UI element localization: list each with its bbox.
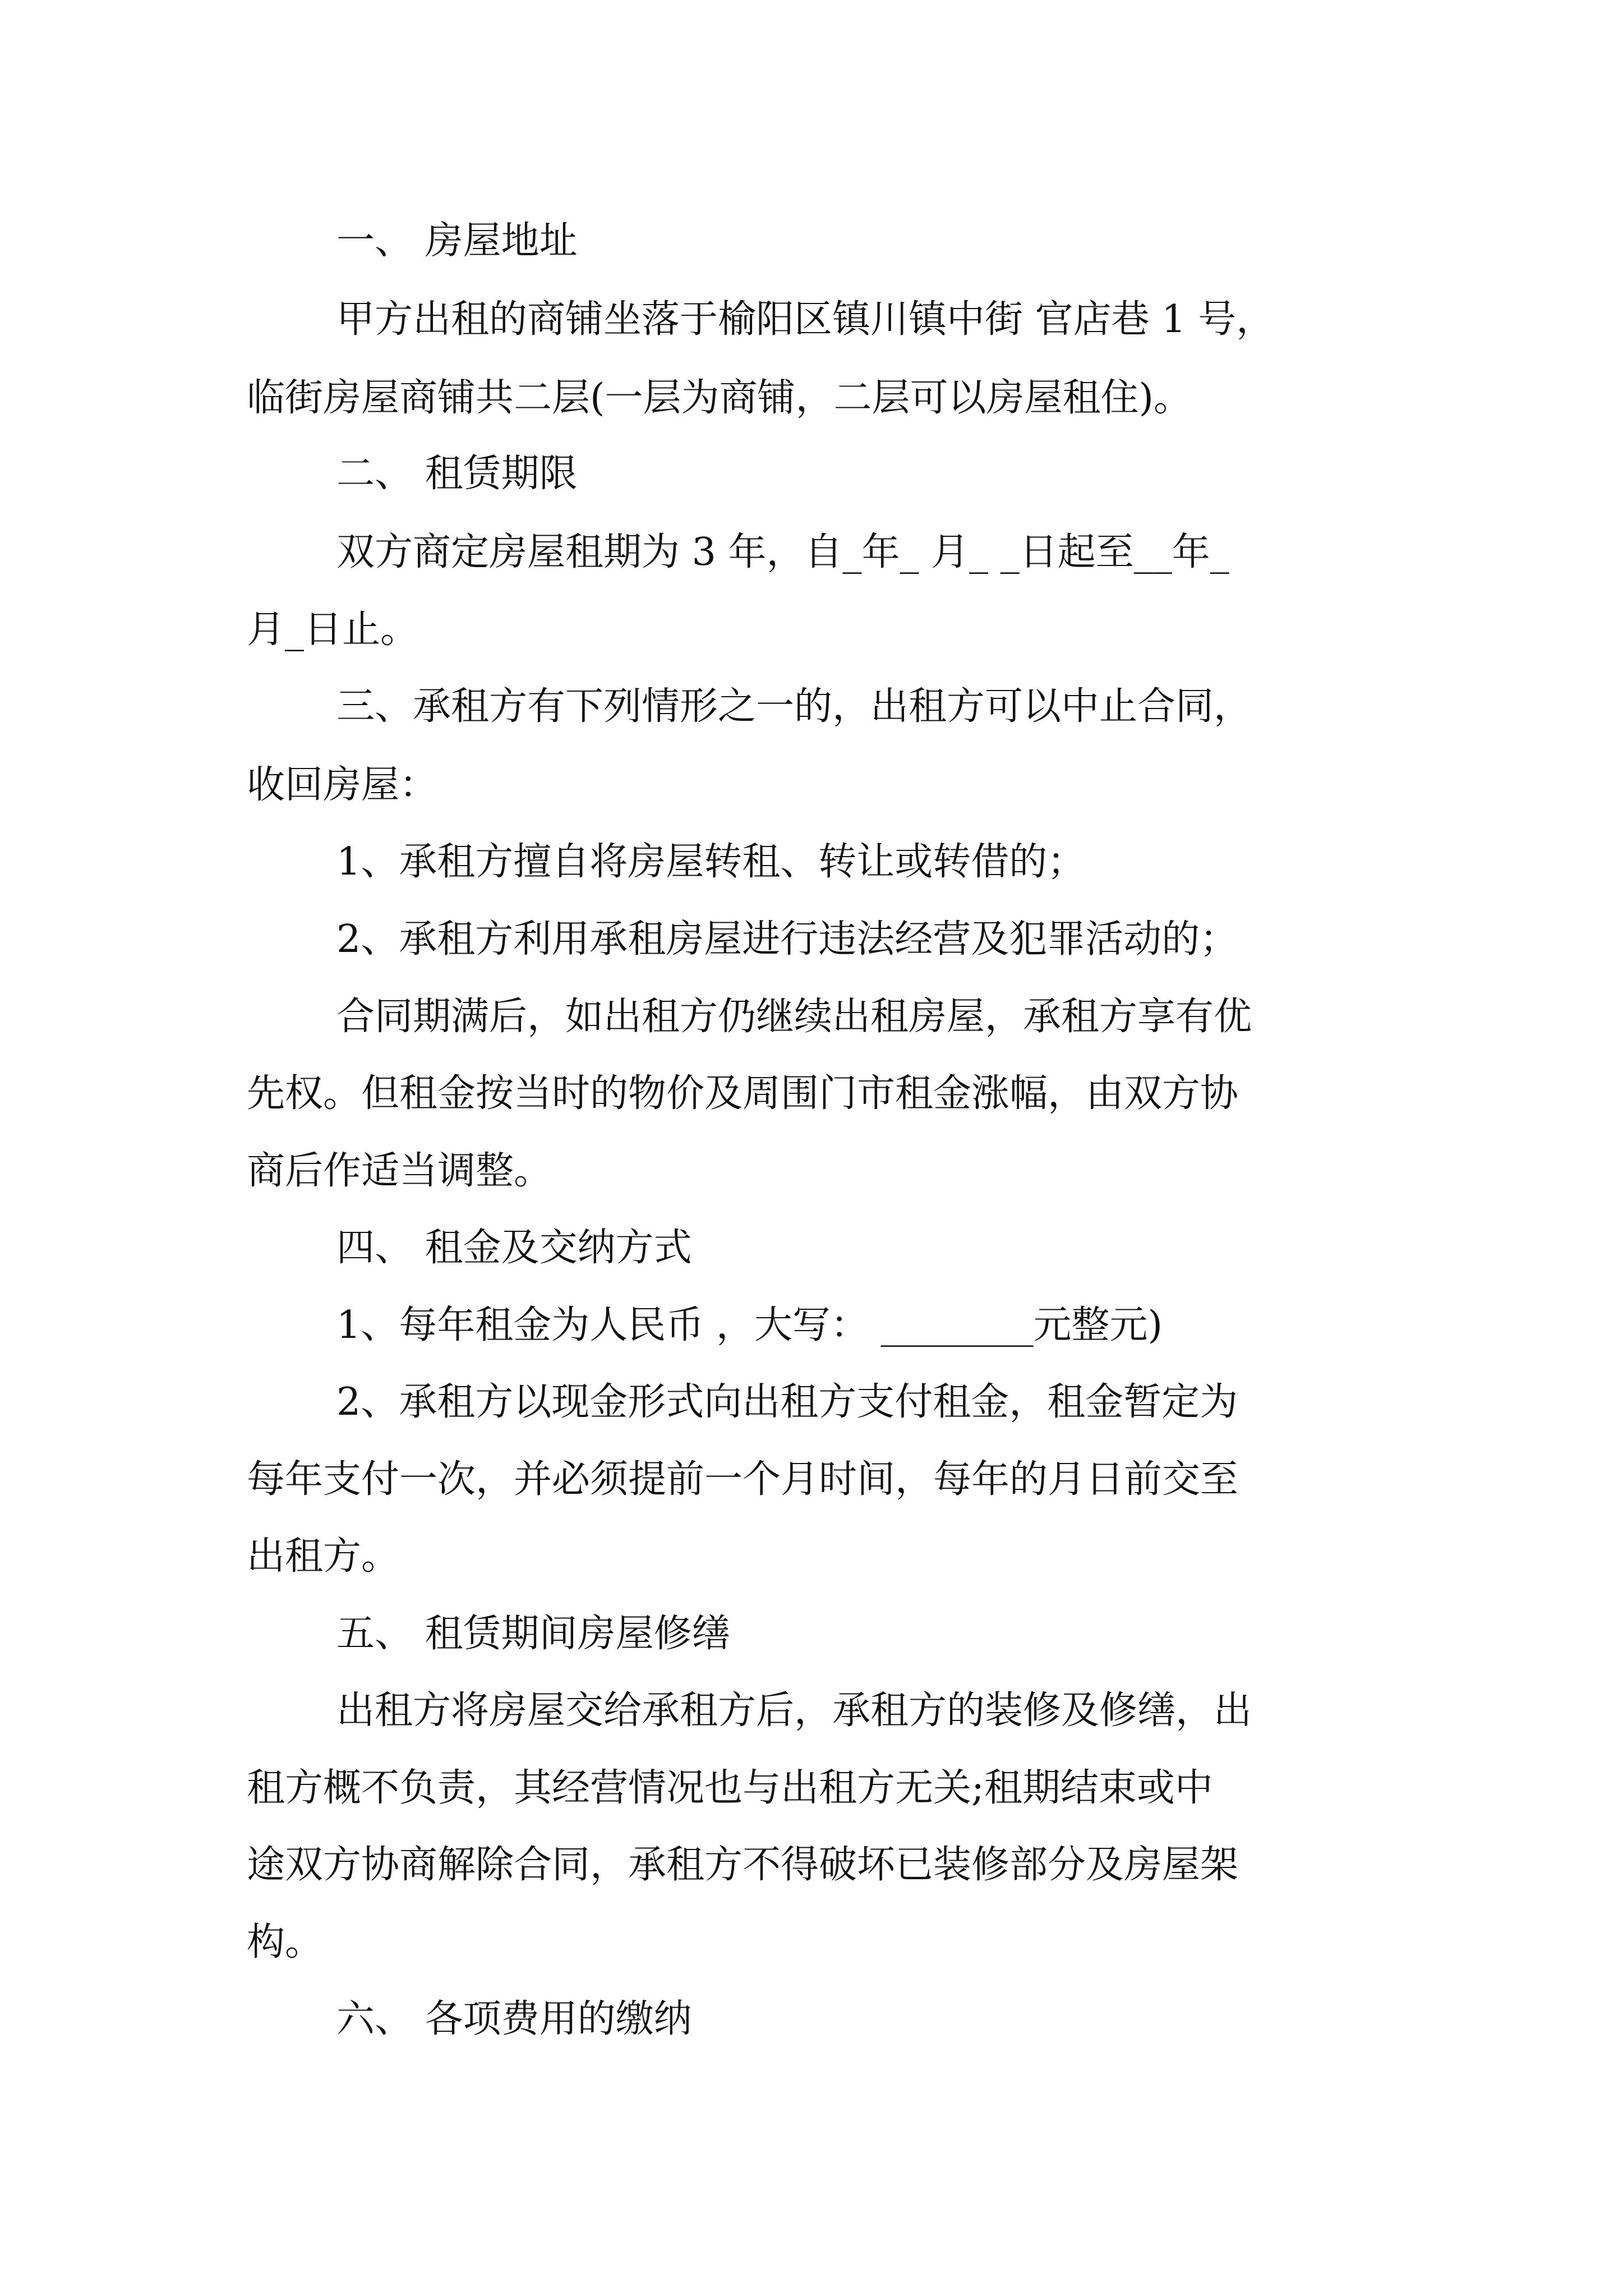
list-item: 2、承租方利用承租房屋进行违法经营及犯罪活动的；	[336, 917, 1238, 961]
paragraph-line: 商后作适当调整。	[247, 1149, 552, 1193]
section-heading-4: 四、 租金及交纳方式	[336, 1226, 692, 1270]
paragraph-line: 临街房屋商铺共二层(一层为商铺，二层可以房屋租住)。	[247, 376, 1192, 420]
section-heading-6: 六、 各项费用的缴纳	[336, 1997, 692, 2041]
paragraph-line: 构。	[247, 1920, 324, 1964]
section-heading-5: 五、 租赁期间房屋修缮	[336, 1612, 730, 1656]
paragraph-line: 双方商定房屋租期为 3 年，自_年_ 月_ _日起至__年_	[336, 530, 1229, 574]
section-heading-2: 二、 租赁期限	[336, 452, 578, 496]
paragraph-line: 月_日止。	[247, 608, 419, 652]
paragraph-line: 租方概不负责，其经营情况也与出租方无关;租期结束或中	[247, 1766, 1213, 1810]
paragraph-line: 甲方出租的商铺坐落于榆阳区镇川镇中街 官店巷 1 号，	[336, 297, 1275, 342]
paragraph-line: 收回房屋：	[247, 763, 438, 807]
list-item: 2、承租方以现金形式向出租方支付租金，租金暂定为	[336, 1380, 1238, 1424]
list-item: 1、承租方擅自将房屋转租、转让或转借的；	[336, 840, 1086, 884]
list-item: 1、每年租金为人民币 ，大写： ________元整元)	[336, 1303, 1163, 1347]
section-heading-3: 三、承租方有下列情形之一的，出租方可以中止合同，	[336, 684, 1252, 729]
paragraph-line: 每年支付一次，并必须提前一个月时间，每年的月日前交至	[247, 1457, 1239, 1502]
paragraph-line: 先权。但租金按当时的物价及周围门市租金涨幅，由双方协	[247, 1071, 1239, 1116]
paragraph-line: 出租方将房屋交给承租方后，承租方的装修及修缮，出	[336, 1688, 1252, 1733]
paragraph-line: 途双方协商解除合同，承租方不得破坏已装修部分及房屋架	[247, 1843, 1239, 1887]
paragraph-line: 出租方。	[247, 1534, 400, 1579]
paragraph-line: 合同期满后，如出租方仍继续出租房屋，承租方享有优	[336, 995, 1252, 1039]
section-heading-1: 一、 房屋地址	[336, 219, 578, 263]
